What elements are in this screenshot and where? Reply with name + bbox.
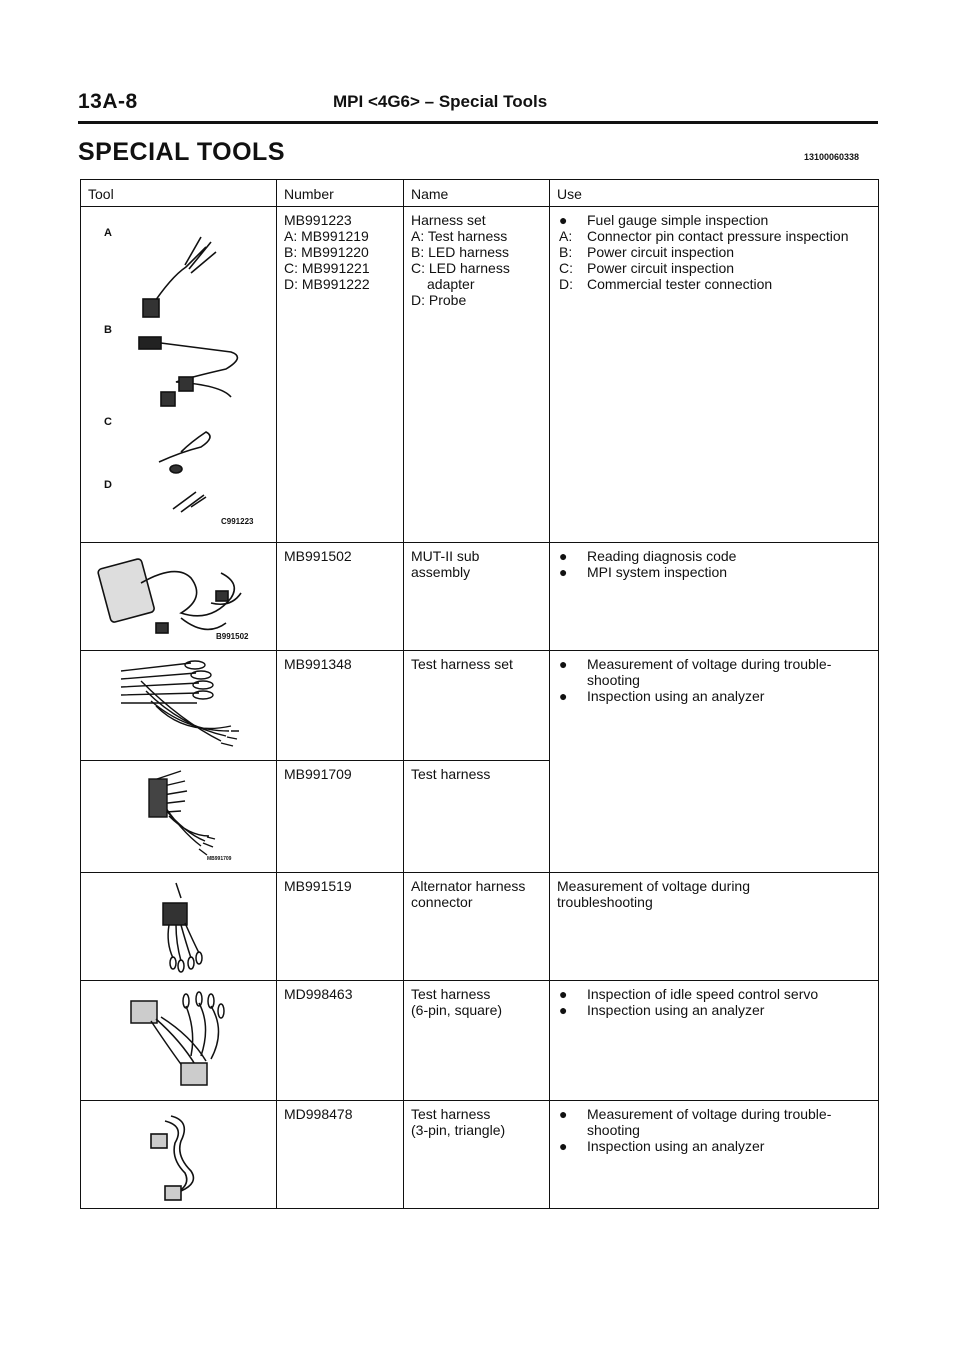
tool-number-cell [277, 981, 404, 1101]
tool-use-cell [550, 1101, 879, 1209]
use-text: Reading diagnosis code [587, 548, 737, 564]
test-harness-icon [81, 761, 277, 873]
tool-name-cell [404, 207, 550, 543]
table-header-row [81, 180, 879, 207]
special-tools-table [80, 179, 879, 1209]
name-line: connector [411, 894, 473, 910]
table-row [81, 543, 879, 651]
number-line: MB991223 [284, 212, 352, 228]
bullet: C: [559, 260, 573, 276]
name-line: A: Test harness [411, 228, 508, 244]
tool-number-cell [277, 1101, 404, 1209]
bullet: ● [559, 548, 568, 564]
col-header-number: Number [277, 180, 404, 207]
col-header-name: Name [404, 180, 550, 207]
tool-use-cell [550, 651, 879, 873]
number-line: MD998478 [284, 1106, 353, 1122]
name-line: Test harness set [411, 656, 513, 672]
test-harness-set-icon [81, 651, 277, 761]
table-row [81, 1101, 879, 1209]
use-item [557, 1106, 872, 1138]
tool-name-cell [404, 1101, 550, 1209]
use-item [557, 688, 872, 704]
name-line: assembly [411, 564, 471, 580]
section-code: 13100060338 [804, 152, 860, 162]
name-line: Alternator harness [411, 878, 526, 894]
image-tag: B991502 [216, 632, 249, 641]
use-text: Measurement of voltage during trouble-shooting [587, 656, 832, 688]
name-line: MUT-II sub [411, 548, 480, 564]
name-line: B: LED harness [411, 244, 510, 260]
header-title: MPI <4G6> – Special Tools [333, 92, 548, 111]
number-line: MD998463 [284, 986, 353, 1002]
tool-number-cell [277, 207, 404, 543]
tool-use-cell [550, 873, 879, 981]
name-line: Test harness [411, 986, 491, 1002]
use-text: Fuel gauge simple inspection [587, 212, 769, 228]
number-line: D: MB991222 [284, 276, 370, 292]
use-item [557, 244, 872, 260]
col-header-use: Use [550, 180, 879, 207]
use-text: Inspection using an analyzer [587, 688, 765, 704]
name-line: adapter [427, 276, 475, 292]
name-line: (3-pin, triangle) [411, 1122, 506, 1138]
use-item [557, 656, 872, 688]
tool-illustration [81, 873, 277, 981]
harness-set-icon [81, 207, 277, 543]
use-text: Power circuit inspection [587, 244, 735, 260]
bullet: ● [559, 656, 568, 672]
number-line: C: MB991221 [284, 260, 370, 276]
use-text: Inspection using an analyzer [587, 1138, 765, 1154]
tool-illustration [81, 761, 277, 873]
tool-illustration [81, 1101, 277, 1209]
number-line: MB991709 [284, 766, 352, 782]
tool-name-cell [404, 761, 550, 873]
number-line: A: MB991219 [284, 228, 369, 244]
tool-number-cell [277, 761, 404, 873]
use-text: MPI system inspection [587, 564, 728, 580]
use-text: Commercial tester connection [587, 276, 773, 292]
test-harness-3-pin-icon [81, 1101, 277, 1209]
tool-name-cell [404, 981, 550, 1101]
use-item [557, 564, 872, 580]
bullet: ● [559, 688, 568, 704]
use-text: Measurement of voltage during trouble-shooting [587, 1106, 832, 1138]
use-text: Power circuit inspection [587, 260, 735, 276]
bullet: ● [559, 986, 568, 1002]
use-item [557, 212, 872, 228]
bullet: ● [559, 564, 568, 580]
table-row [81, 873, 879, 981]
tool-use-cell [550, 207, 879, 543]
number-line: B: MB991220 [284, 244, 369, 260]
tool-illustration [81, 651, 277, 761]
use-text: Connector pin contact pressure inspection [587, 228, 849, 244]
page-header [78, 90, 548, 114]
name-line: (6-pin, square) [411, 1002, 503, 1018]
label-a: A [104, 227, 112, 239]
tool-use-cell [550, 981, 879, 1101]
label-b: B [104, 324, 112, 336]
name-line: D: Probe [411, 292, 467, 308]
name-line: Test harness [411, 1106, 491, 1122]
table-row [81, 981, 879, 1101]
section-title: SPECIAL TOOLS [78, 138, 286, 166]
col-header-tool: Tool [81, 180, 277, 207]
image-tag: MB991709 [207, 856, 232, 862]
name-line: Test harness [411, 766, 491, 782]
use-item [557, 260, 872, 276]
bullet: B: [559, 244, 573, 260]
tool-illustration [81, 981, 277, 1101]
use-item [557, 1002, 872, 1018]
name-line: Harness set [411, 212, 486, 228]
name-line: C: LED harness [411, 260, 510, 276]
bullet: ● [559, 1002, 568, 1018]
use-text: Measurement of voltage during troubleshooting [557, 878, 750, 910]
use-item [557, 228, 872, 244]
tool-name-cell [404, 651, 550, 761]
header-rule [78, 121, 878, 124]
tool-name-cell [404, 873, 550, 981]
tool-number-cell [277, 651, 404, 761]
mut-ii-sub-assembly-icon [81, 543, 277, 651]
number-line: MB991519 [284, 878, 352, 894]
test-harness-6-pin-icon [81, 981, 277, 1101]
bullet: ● [559, 212, 568, 228]
tool-illustration [81, 543, 277, 651]
use-text: Inspection using an analyzer [587, 1002, 765, 1018]
bullet: D: [559, 276, 573, 292]
tool-illustration [81, 207, 277, 543]
tool-number-cell [277, 873, 404, 981]
alternator-harness-connector-icon [81, 873, 277, 981]
use-text: Inspection of idle speed control servo [587, 986, 819, 1002]
tool-name-cell [404, 543, 550, 651]
use-item [557, 276, 872, 292]
use-item [557, 986, 872, 1002]
page-number: 13A-8 [78, 90, 138, 113]
image-tag: C991223 [221, 517, 254, 526]
tool-use-cell [550, 543, 879, 651]
use-item [557, 1138, 872, 1154]
tool-number-cell [277, 543, 404, 651]
bullet: ● [559, 1106, 568, 1122]
bullet: ● [559, 1138, 568, 1154]
label-d: D [104, 479, 112, 491]
bullet: A: [559, 228, 573, 244]
label-c: C [104, 416, 112, 428]
number-line: MB991502 [284, 548, 352, 564]
number-line: MB991348 [284, 656, 352, 672]
table-row [81, 651, 879, 761]
use-item [557, 548, 872, 564]
table-row [81, 207, 879, 543]
